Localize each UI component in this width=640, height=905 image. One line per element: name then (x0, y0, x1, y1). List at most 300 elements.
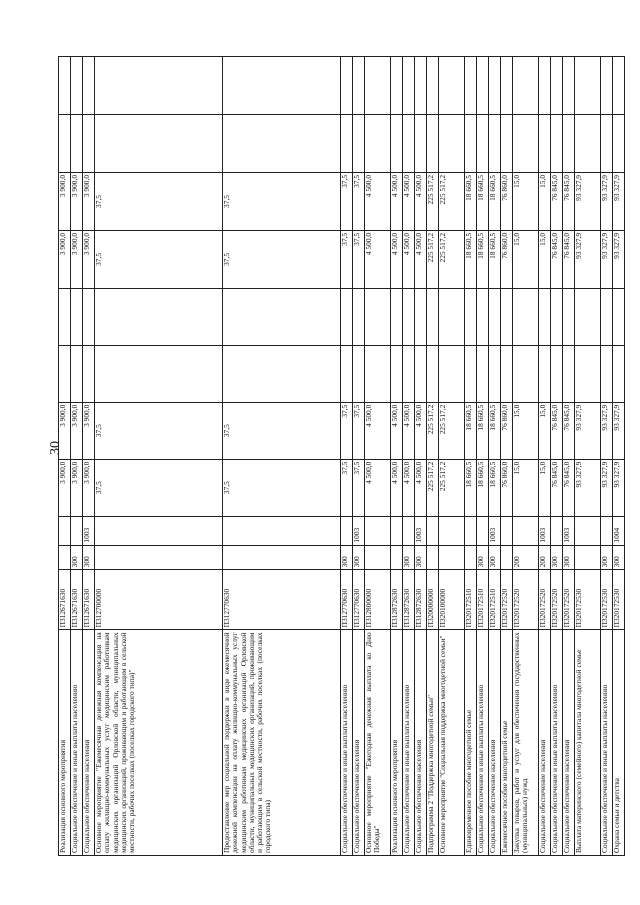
row-value-1: 93 327,9 (613, 459, 625, 516)
row-expense-type: 300 (551, 545, 563, 570)
row-empty-4 (563, 57, 575, 115)
row-empty-3 (575, 115, 601, 173)
row-name: Реализация основного мероприятия (391, 630, 403, 856)
row-section-code: 1003 (489, 516, 501, 545)
row-value-1: 18 660,5 (465, 459, 477, 516)
row-target-code: П320172520 (539, 570, 551, 630)
table-row (365, 57, 391, 856)
row-empty-1 (223, 345, 341, 402)
row-empty-3 (563, 115, 575, 173)
row-section-code (465, 516, 477, 545)
row-value-3: 15,0 (539, 230, 551, 288)
row-empty-4 (489, 57, 501, 115)
row-empty-2 (71, 288, 83, 345)
row-section-code (501, 516, 513, 545)
row-target-code: П320172520 (501, 570, 513, 630)
row-value-3: 3 900,0 (59, 230, 71, 288)
row-empty-2 (83, 288, 95, 345)
table-row (601, 57, 613, 856)
row-name: Единовременное пособие многодетной семье (465, 630, 477, 856)
row-name: Социальное обеспечение населения (83, 630, 95, 856)
row-empty-1 (403, 345, 415, 402)
row-value-4: 15,0 (513, 172, 539, 230)
row-empty-2 (341, 288, 353, 345)
row-target-code: П312671630 (71, 570, 83, 630)
row-value-1: 4 500,0 (365, 459, 391, 516)
row-section-code (575, 516, 601, 545)
row-value-2: 4 500,0 (415, 402, 427, 459)
row-value-2: 4 500,0 (391, 402, 403, 459)
row-value-3: 4 500,0 (365, 230, 391, 288)
row-value-1: 15,0 (539, 459, 551, 516)
row-section-code (427, 516, 439, 545)
row-empty-4 (223, 57, 341, 115)
row-empty-2 (477, 288, 489, 345)
row-value-2: 76 845,0 (551, 402, 563, 459)
row-target-code: П320172530 (601, 570, 613, 630)
row-value-3: 4 500,0 (415, 230, 427, 288)
row-name: Социальное обеспечение и иные выплаты населению (601, 630, 613, 856)
row-target-code: П312770630 (353, 570, 365, 630)
row-empty-4 (95, 57, 223, 115)
row-value-1: 4 500,0 (415, 459, 427, 516)
row-empty-4 (501, 57, 513, 115)
row-name: Ежемесячное пособие многодетной семье (501, 630, 513, 856)
row-name: Предоставление мер социальной поддержки в виде ежемесячной денежной компенсации на оплату жилищно-коммунальных услуг медицинским работникам медицинских организаций Орловской области, муниципальных медицинских организаций, проживающим и работающим в сельской местности, рабочих поселках (поселках городского типа) (223, 630, 341, 856)
row-empty-4 (551, 57, 563, 115)
row-section-code (403, 516, 415, 545)
row-empty-3 (477, 115, 489, 173)
row-expense-type: 300 (341, 545, 353, 570)
table-row (223, 57, 341, 856)
row-value-3: 37,5 (95, 230, 223, 288)
row-empty-3 (223, 115, 341, 173)
row-name: Реализация основного мероприятия (59, 630, 71, 856)
row-section-code (223, 516, 341, 545)
row-value-1: 3 900,0 (71, 459, 83, 516)
row-value-4: 93 327,9 (575, 172, 601, 230)
row-empty-2 (563, 288, 575, 345)
row-section-code: 1004 (613, 516, 625, 545)
row-value-2: 4 500,0 (365, 402, 391, 459)
row-empty-2 (489, 288, 501, 345)
row-value-2: 37,5 (223, 402, 341, 459)
row-value-2: 37,5 (95, 402, 223, 459)
row-value-3: 3 900,0 (83, 230, 95, 288)
row-value-1: 18 660,5 (489, 459, 501, 516)
row-value-4: 76 860,0 (501, 172, 513, 230)
row-empty-3 (465, 115, 477, 173)
table-row (539, 57, 551, 856)
row-empty-1 (477, 345, 489, 402)
row-value-1: 4 500,0 (391, 459, 403, 516)
row-empty-3 (489, 115, 501, 173)
row-empty-1 (365, 345, 391, 402)
row-value-3: 4 500,0 (403, 230, 415, 288)
row-empty-1 (563, 345, 575, 402)
row-target-code: П312671630 (83, 570, 95, 630)
row-expense-type (439, 545, 465, 570)
table-row (439, 57, 465, 856)
row-name: Основное мероприятие "Ежегодная денежная выплата ко Дню Победы" (365, 630, 391, 856)
row-value-4: 76 845,0 (551, 172, 563, 230)
row-empty-4 (513, 57, 539, 115)
row-value-2: 76 860,0 (501, 402, 513, 459)
row-empty-1 (71, 345, 83, 402)
row-value-1: 4 500,0 (403, 459, 415, 516)
table-row (501, 57, 513, 856)
row-value-4: 3 900,0 (71, 172, 83, 230)
row-empty-4 (341, 57, 353, 115)
row-empty-3 (513, 115, 539, 173)
row-expense-type: 200 (539, 545, 551, 570)
row-value-4: 3 900,0 (83, 172, 95, 230)
row-expense-type: 200 (513, 545, 539, 570)
row-section-code (439, 516, 465, 545)
row-empty-2 (539, 288, 551, 345)
row-value-3: 15,0 (513, 230, 539, 288)
row-target-code: П320172530 (575, 570, 601, 630)
table-row (465, 57, 477, 856)
row-section-code (601, 516, 613, 545)
table-body (59, 57, 625, 856)
row-empty-3 (415, 115, 427, 173)
row-empty-2 (439, 288, 465, 345)
row-value-3: 93 327,9 (613, 230, 625, 288)
row-target-code: П320000000 (427, 570, 439, 630)
row-empty-4 (539, 57, 551, 115)
table-row (59, 57, 71, 856)
row-empty-2 (391, 288, 403, 345)
row-value-4: 37,5 (95, 172, 223, 230)
row-value-3: 225 517,2 (439, 230, 465, 288)
row-target-code: П312872630 (391, 570, 403, 630)
row-empty-4 (439, 57, 465, 115)
row-empty-1 (539, 345, 551, 402)
row-value-1: 76 860,0 (501, 459, 513, 516)
row-value-3: 3 900,0 (71, 230, 83, 288)
row-target-code: П312872630 (403, 570, 415, 630)
row-empty-4 (353, 57, 365, 115)
table-row (575, 57, 601, 856)
row-expense-type: 300 (71, 545, 83, 570)
row-name: Социальное обеспечение и иные выплаты населению (71, 630, 83, 856)
row-expense-type (427, 545, 439, 570)
row-empty-1 (391, 345, 403, 402)
row-value-4: 18 660,5 (489, 172, 501, 230)
row-value-1: 76 845,0 (563, 459, 575, 516)
row-expense-type: 300 (489, 545, 501, 570)
row-value-4: 4 500,0 (365, 172, 391, 230)
row-empty-4 (601, 57, 613, 115)
row-name: Закупка товаров, работ и услуг для обеспечения государственных (муниципальных) нужд (513, 630, 539, 856)
table-row (613, 57, 625, 856)
row-value-2: 225 517,2 (427, 402, 439, 459)
row-value-4: 4 500,0 (403, 172, 415, 230)
row-empty-3 (365, 115, 391, 173)
row-name: Социальное обеспечение населения (415, 630, 427, 856)
row-value-4: 4 500,0 (391, 172, 403, 230)
row-empty-3 (601, 115, 613, 173)
table-row (341, 57, 353, 856)
page-number: 30 (48, 441, 63, 455)
row-value-4: 18 660,5 (465, 172, 477, 230)
row-value-2: 4 500,0 (403, 402, 415, 459)
row-empty-2 (601, 288, 613, 345)
row-value-1: 93 327,9 (575, 459, 601, 516)
row-section-code (551, 516, 563, 545)
row-expense-type: 300 (403, 545, 415, 570)
table-row (353, 57, 365, 856)
row-value-3: 37,5 (353, 230, 365, 288)
row-target-code: П312770630 (341, 570, 353, 630)
row-empty-1 (341, 345, 353, 402)
row-empty-3 (71, 115, 83, 173)
row-value-4: 37,5 (341, 172, 353, 230)
row-empty-4 (613, 57, 625, 115)
row-empty-3 (95, 115, 223, 173)
row-value-4: 93 327,9 (613, 172, 625, 230)
table-row (391, 57, 403, 856)
row-empty-2 (353, 288, 365, 345)
row-empty-1 (613, 345, 625, 402)
row-section-code (95, 516, 223, 545)
row-value-4: 4 500,0 (415, 172, 427, 230)
row-empty-3 (613, 115, 625, 173)
table-row (551, 57, 563, 856)
row-empty-1 (489, 345, 501, 402)
row-empty-4 (427, 57, 439, 115)
row-section-code: 1003 (415, 516, 427, 545)
row-empty-4 (415, 57, 427, 115)
row-value-4: 225 517,2 (427, 172, 439, 230)
row-expense-type (59, 545, 71, 570)
row-name: Охрана семьи и детства (613, 630, 625, 856)
row-empty-2 (403, 288, 415, 345)
row-empty-2 (551, 288, 563, 345)
row-value-1: 93 327,9 (601, 459, 613, 516)
row-expense-type: 300 (353, 545, 365, 570)
row-expense-type (501, 545, 513, 570)
row-empty-3 (83, 115, 95, 173)
row-value-2: 18 660,5 (465, 402, 477, 459)
row-empty-4 (391, 57, 403, 115)
row-value-2: 18 660,5 (489, 402, 501, 459)
row-expense-type: 300 (415, 545, 427, 570)
row-expense-type: 300 (563, 545, 575, 570)
row-value-3: 93 327,9 (575, 230, 601, 288)
row-target-code: П320172530 (613, 570, 625, 630)
row-empty-1 (501, 345, 513, 402)
row-section-code (341, 516, 353, 545)
row-section-code: 1003 (83, 516, 95, 545)
row-target-code: П312671630 (59, 570, 71, 630)
row-empty-3 (427, 115, 439, 173)
row-name: Социальное обеспечение и иные выплаты населению (477, 630, 489, 856)
row-value-4: 15,0 (539, 172, 551, 230)
row-empty-1 (83, 345, 95, 402)
row-empty-2 (513, 288, 539, 345)
row-empty-3 (341, 115, 353, 173)
row-empty-2 (59, 288, 71, 345)
row-section-code (477, 516, 489, 545)
row-value-2: 93 327,9 (575, 402, 601, 459)
row-empty-3 (403, 115, 415, 173)
row-name: Подпрограмма 2 "Поддержка многодетной семьи" (427, 630, 439, 856)
row-section-code (71, 516, 83, 545)
row-value-2: 37,5 (353, 402, 365, 459)
row-section-code (391, 516, 403, 545)
table-row (427, 57, 439, 856)
row-value-2: 18 660,5 (477, 402, 489, 459)
table-row (95, 57, 223, 856)
row-value-1: 18 660,5 (477, 459, 489, 516)
row-section-code: 1003 (563, 516, 575, 545)
row-value-4: 76 845,0 (563, 172, 575, 230)
row-empty-1 (353, 345, 365, 402)
row-value-3: 76 845,0 (563, 230, 575, 288)
row-name: Основное мероприятие "Социальная поддержка многодетной семьи" (439, 630, 465, 856)
row-empty-2 (613, 288, 625, 345)
row-value-2: 15,0 (539, 402, 551, 459)
row-target-code: П312770630 (223, 570, 341, 630)
row-value-3: 225 517,2 (427, 230, 439, 288)
row-name: Социальное обеспечение и иные выплаты населению (403, 630, 415, 856)
row-target-code: П320172520 (563, 570, 575, 630)
row-value-4: 225 517,2 (439, 172, 465, 230)
row-value-3: 93 327,9 (601, 230, 613, 288)
row-target-code: П320100000 (439, 570, 465, 630)
row-expense-type (391, 545, 403, 570)
table-row (477, 57, 489, 856)
row-value-3: 4 500,0 (391, 230, 403, 288)
row-empty-1 (551, 345, 563, 402)
row-empty-3 (501, 115, 513, 173)
row-value-1: 37,5 (341, 459, 353, 516)
row-empty-1 (465, 345, 477, 402)
row-empty-3 (353, 115, 365, 173)
row-empty-2 (95, 288, 223, 345)
row-target-code: П312872630 (415, 570, 427, 630)
row-section-code (513, 516, 539, 545)
row-value-1: 15,0 (513, 459, 539, 516)
row-value-1: 225 517,2 (427, 459, 439, 516)
row-value-3: 18 660,5 (477, 230, 489, 288)
row-section-code (59, 516, 71, 545)
row-value-2: 225 517,2 (439, 402, 465, 459)
row-empty-4 (59, 57, 71, 115)
row-value-1: 3 900,0 (59, 459, 71, 516)
row-value-2: 37,5 (341, 402, 353, 459)
row-value-3: 76 845,0 (551, 230, 563, 288)
row-name: Социальное обеспечение населения (563, 630, 575, 856)
row-value-2: 93 327,9 (601, 402, 613, 459)
row-empty-4 (83, 57, 95, 115)
row-empty-3 (539, 115, 551, 173)
row-value-1: 225 517,2 (439, 459, 465, 516)
row-section-code: 1003 (353, 516, 365, 545)
row-expense-type (223, 545, 341, 570)
row-expense-type: 300 (601, 545, 613, 570)
row-value-4: 3 900,0 (59, 172, 71, 230)
row-value-2: 76 845,0 (563, 402, 575, 459)
table-row (563, 57, 575, 856)
row-value-3: 18 660,5 (489, 230, 501, 288)
row-empty-2 (575, 288, 601, 345)
row-value-3: 18 660,5 (465, 230, 477, 288)
row-empty-1 (601, 345, 613, 402)
budget-table (58, 56, 625, 856)
row-empty-1 (575, 345, 601, 402)
table-row (403, 57, 415, 856)
row-value-2: 93 327,9 (613, 402, 625, 459)
row-value-3: 37,5 (341, 230, 353, 288)
row-empty-2 (365, 288, 391, 345)
row-name: Социальное обеспечение населения (489, 630, 501, 856)
row-value-2: 15,0 (513, 402, 539, 459)
row-target-code: П320172520 (513, 570, 539, 630)
row-empty-3 (439, 115, 465, 173)
table-row (415, 57, 427, 856)
row-empty-4 (465, 57, 477, 115)
row-empty-1 (427, 345, 439, 402)
row-name: Основное мероприятие "Ежемесячная денежная компенсация на оплату жилищно-коммунальных услуг медицинским работникам медицинских организаций Орловской области, муниципальных медицинских организаций, проживающим и работающим в сельской местности, рабочих поселках (поселках городского типа)" (95, 630, 223, 856)
row-empty-2 (427, 288, 439, 345)
row-empty-1 (439, 345, 465, 402)
row-expense-type: 300 (613, 545, 625, 570)
table-row (83, 57, 95, 856)
row-name: Социальное обеспечение и иные выплаты населению (551, 630, 563, 856)
row-value-1: 37,5 (95, 459, 223, 516)
row-empty-2 (223, 288, 341, 345)
row-value-1: 37,5 (353, 459, 365, 516)
row-value-2: 3 900,0 (71, 402, 83, 459)
row-name: Социальное обеспечение и иные выплаты населению (341, 630, 353, 856)
row-name: Социальное обеспечение населения (353, 630, 365, 856)
row-value-3: 76 860,0 (501, 230, 513, 288)
row-empty-1 (95, 345, 223, 402)
row-empty-1 (513, 345, 539, 402)
row-target-code: П320172520 (551, 570, 563, 630)
row-section-code: 1003 (539, 516, 551, 545)
rotated-page (58, 56, 621, 856)
row-empty-4 (71, 57, 83, 115)
row-value-2: 3 900,0 (59, 402, 71, 459)
row-target-code: П320172510 (465, 570, 477, 630)
row-target-code: П312700000 (95, 570, 223, 630)
row-empty-4 (477, 57, 489, 115)
row-target-code: П312800000 (365, 570, 391, 630)
row-expense-type: 300 (477, 545, 489, 570)
row-value-4: 93 327,9 (601, 172, 613, 230)
row-name: Социальное обеспечение населения (539, 630, 551, 856)
row-value-2: 3 900,0 (83, 402, 95, 459)
row-value-4: 37,5 (353, 172, 365, 230)
row-empty-4 (575, 57, 601, 115)
row-value-1: 76 845,0 (551, 459, 563, 516)
row-section-code (365, 516, 391, 545)
row-expense-type: 300 (83, 545, 95, 570)
row-expense-type (95, 545, 223, 570)
row-empty-4 (403, 57, 415, 115)
row-empty-1 (415, 345, 427, 402)
row-expense-type (365, 545, 391, 570)
row-value-3: 37,5 (223, 230, 341, 288)
row-empty-2 (465, 288, 477, 345)
row-target-code: П320172510 (489, 570, 501, 630)
row-target-code: П320172510 (477, 570, 489, 630)
row-empty-4 (365, 57, 391, 115)
